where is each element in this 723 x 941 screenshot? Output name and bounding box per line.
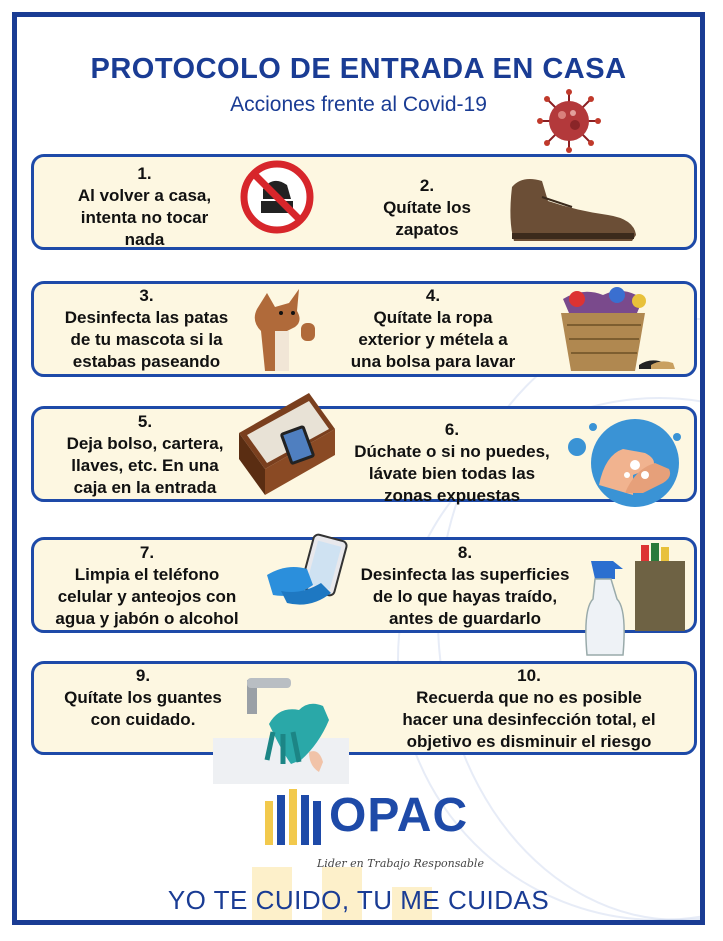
step-number: 6. (444, 420, 460, 439)
step-number: 9. (135, 666, 151, 685)
step-number: 2. (419, 176, 435, 195)
hand-washing-icon (565, 413, 687, 511)
laundry-basket-icon (547, 285, 687, 377)
virus-icon (537, 89, 601, 153)
step-8 (343, 542, 587, 630)
step-text: Quítate los guantes (64, 688, 222, 707)
step-text: celular y anteojos con (57, 587, 237, 606)
step-text: de lo que hayas traído, (372, 587, 558, 606)
step-number: 4. (425, 286, 441, 305)
footer-slogan: YO TE CUIDO, TU ME CUIDAS (167, 885, 550, 915)
step-number: 1. (137, 164, 152, 183)
step-number: 7. (139, 543, 155, 562)
step-text: Al volver a casa, (77, 186, 212, 205)
step-text: nada (124, 230, 165, 249)
step-text: Dúchate o si no puedes, (354, 442, 550, 461)
step-text: con cuidado. (90, 710, 196, 729)
step-text: zonas expuestas (383, 486, 521, 505)
step-text: caja en la entrada (73, 478, 217, 497)
step-text: Quítate los (383, 198, 471, 217)
gloves-sink-icon (213, 672, 349, 784)
page-subtitle: Acciones frente al Covid-19 (230, 93, 487, 116)
step-text: Deja bolso, cartera, (66, 434, 224, 453)
step-text: estabas paseando (72, 352, 221, 371)
box-icon (235, 387, 337, 499)
page-title: PROTOCOLO DE ENTRADA EN CASA (90, 53, 627, 85)
step-text: exterior y métela a (358, 330, 508, 349)
step-6 (343, 419, 561, 507)
no-touch-icon (239, 159, 315, 235)
step-text: antes de guardarlo (388, 609, 542, 628)
step-text: Recuerda que no es posible (416, 688, 642, 707)
step-text: Limpia el teléfono (74, 565, 220, 584)
step-text: una bolsa para lavar (350, 352, 516, 371)
step-2 (357, 175, 497, 241)
step-text: objetivo es disminuir el riesgo (406, 732, 652, 751)
logo-wordmark: OPAC (329, 789, 469, 842)
step-5 (45, 411, 245, 499)
step-text: de tu mascota si la (70, 330, 223, 349)
shoe-icon (502, 167, 642, 247)
step-4 (335, 285, 531, 373)
step-text: Desinfecta las superficies (360, 565, 570, 584)
opac-logo (263, 787, 503, 845)
dog-icon (249, 283, 321, 375)
step-number: 8. (457, 543, 473, 562)
logo-tagline: Lider en Trabajo Responsable (317, 857, 484, 870)
step-9 (53, 665, 233, 731)
step-text: intenta no tocar (80, 208, 209, 227)
step-text: lávate bien todas las (368, 464, 536, 483)
step-10 (369, 665, 689, 753)
poster-frame (12, 12, 705, 925)
step-1 (57, 163, 232, 251)
step-7 (31, 542, 263, 630)
step-3 (49, 285, 244, 373)
spray-bottle-icon (577, 557, 637, 659)
step-number: 5. (137, 412, 153, 431)
step-text: hacer una desinfección total, el (402, 710, 656, 729)
step-text: llaves, etc. En una (71, 456, 219, 475)
step-number: 10. (517, 666, 541, 685)
step-number: 3. (139, 286, 154, 305)
logo-mark (263, 787, 325, 845)
grocery-bag-icon (631, 541, 689, 633)
step-text: agua y jabón o alcohol (55, 609, 239, 628)
step-text: Desinfecta las patas (64, 308, 229, 327)
step-text: Quítate la ropa (373, 308, 493, 327)
step-text: zapatos (395, 220, 459, 239)
